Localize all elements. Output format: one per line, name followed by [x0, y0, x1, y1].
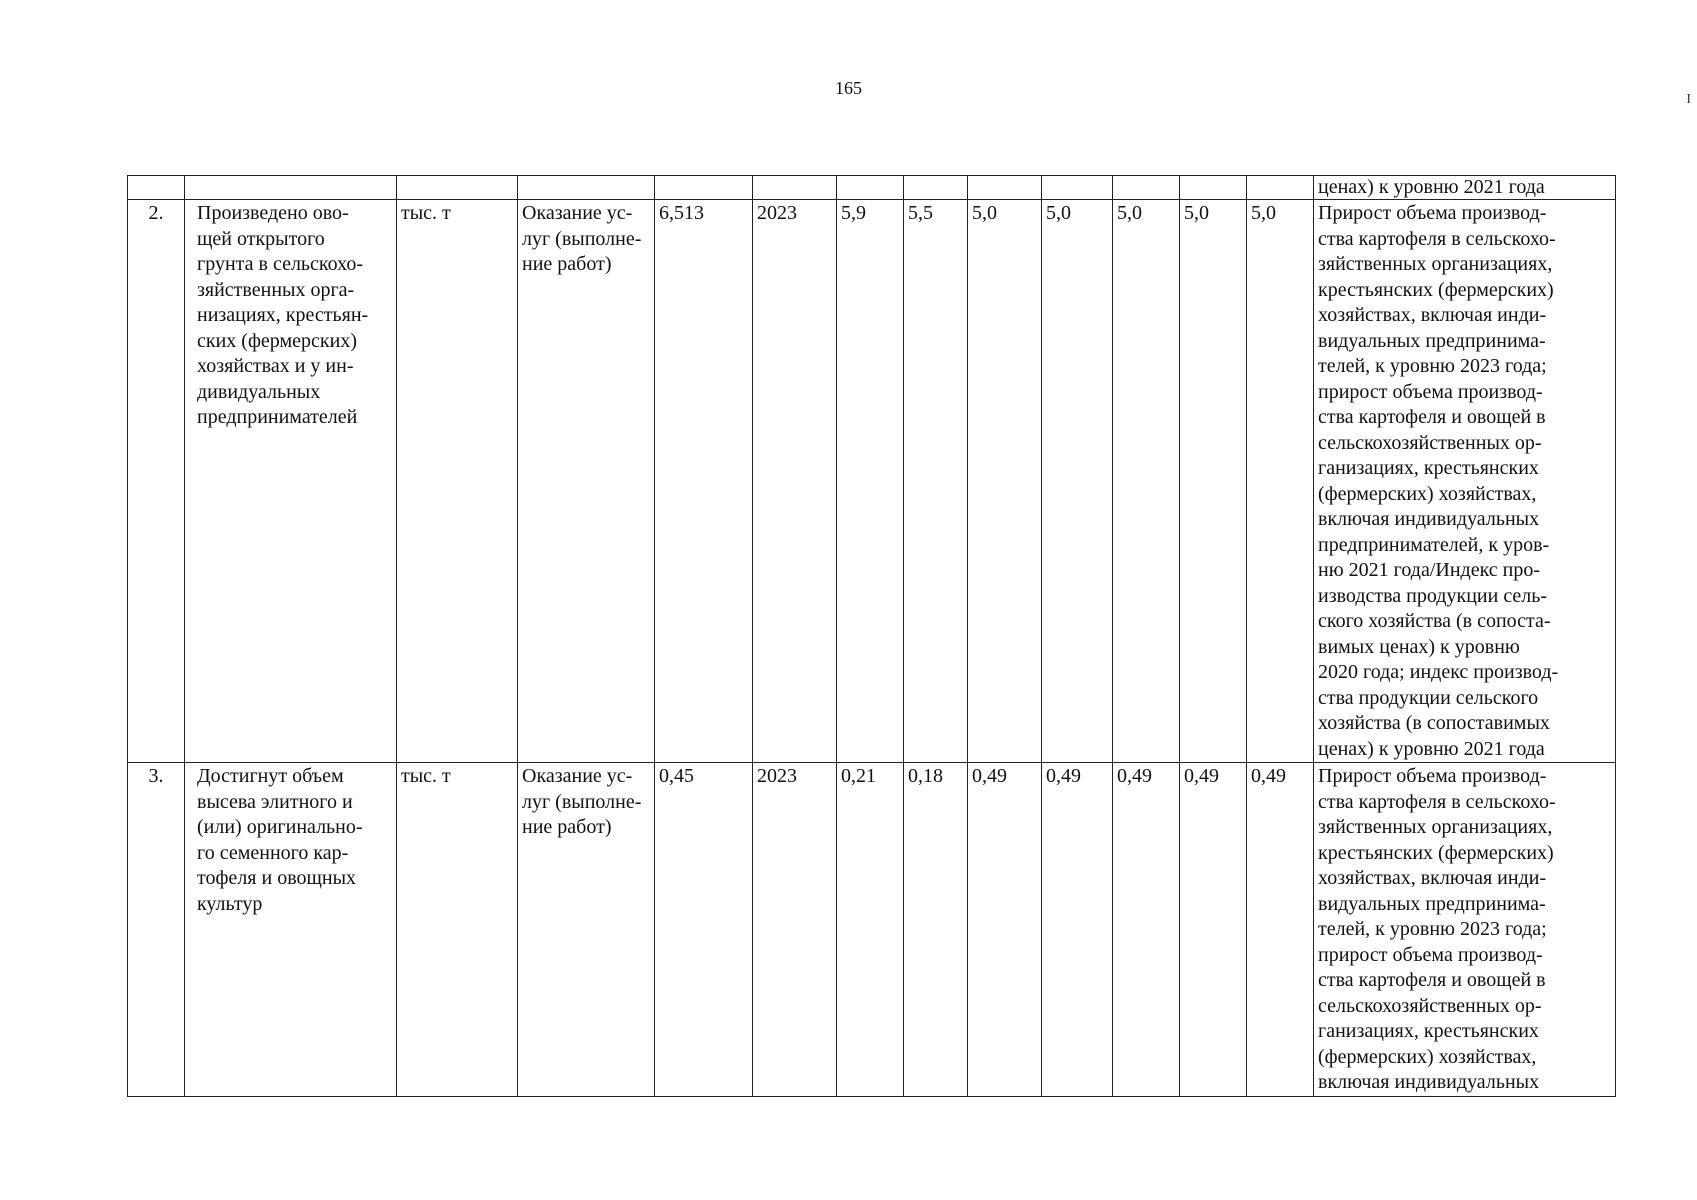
link-cell: Прирост объема производ- ства картофеля в сельскохо- зяйственных организациях, крестьянских (фермерских) хозяйствах, включая инди- видуальных предпринима- телей, к уровню 2023 года; прирост объема производ- ства картофеля и овощей в сельскохозяйственных ор- ганизациях, крестьянских (фермерских) хозяйствах, включая индивидуальных предпринимателей, к уров- ню 2021 года/Индекс про- изводства продукции сель- ского хозяйства (в сопоста- вимых ценах) к уровню 2020 года; индекс производ- ства продукции сельского хозяйства (в сопоставимых ценах) к уровню 2021 года [1314, 200, 1616, 763]
base-value-cell: 0,45 [655, 763, 753, 1097]
table-cell [397, 176, 518, 200]
table-row [128, 763, 1616, 1097]
table-cell [1042, 176, 1113, 200]
table-cell [1180, 176, 1247, 200]
base-value-cell: 6,513 [655, 200, 753, 763]
table-cell [837, 176, 904, 200]
value-cell: 0,49 [1180, 763, 1247, 1097]
page-number: 165 [835, 78, 862, 98]
value-cell: 0,49 [1247, 763, 1314, 1097]
value-cell: 5,0 [1042, 200, 1113, 763]
table-cell-link: ценах) к уровню 2021 года [1314, 176, 1616, 200]
value-cell: 5,5 [904, 200, 968, 763]
value-cell: 0,18 [904, 763, 968, 1097]
value-cell: 5,0 [1113, 200, 1180, 763]
table-cell [1247, 176, 1314, 200]
unit-cell: тыс. т [397, 200, 518, 763]
table-cell [185, 176, 397, 200]
table-cell [518, 176, 655, 200]
link-cell: Прирост объема производ- ства картофеля в сельскохо- зяйственных организациях, крестьянских (фермерских) хозяйствах, включая инди- видуальных предпринима- телей, к уровню 2023 года; прирост объема производ- ства картофеля и овощей в сельскохозяйственных ор- ганизациях, крестьянских (фермерских) хозяйствах, включая индивидуальных [1314, 763, 1616, 1097]
value-cell: 0,49 [1113, 763, 1180, 1097]
value-cell: 5,0 [1180, 200, 1247, 763]
value-cell: 0,21 [837, 763, 904, 1097]
base-year-cell: 2023 [753, 200, 837, 763]
type-cell: Оказание ус- луг (выполне- ние работ) [518, 763, 655, 1097]
edge-mark: Ι [1686, 92, 1691, 107]
value-cell: 5,0 [968, 200, 1042, 763]
indicators-table [127, 175, 1616, 1097]
value-cell: 5,9 [837, 200, 904, 763]
unit-cell: тыс. т [397, 763, 518, 1097]
table-row-continuation [128, 176, 1616, 200]
table-cell [968, 176, 1042, 200]
row-number: 2. [128, 200, 185, 763]
table-cell [753, 176, 837, 200]
indicator-name: Достигнут объем высева элитного и (или) оригинально- го семенного кар- тофеля и овощных культур [185, 763, 397, 1097]
row-number: 3. [128, 763, 185, 1097]
value-cell: 0,49 [968, 763, 1042, 1097]
table-cell [904, 176, 968, 200]
base-year-cell: 2023 [753, 763, 837, 1097]
table-row [128, 200, 1616, 763]
value-cell: 5,0 [1247, 200, 1314, 763]
table-cell [128, 176, 185, 200]
indicator-name: Произведено ово- щей открытого грунта в сельскохо- зяйственных орга- низациях, крестьян- ских (фермерских) хозяйствах и у ин- дивидуальных предпринимателей [185, 200, 397, 763]
value-cell: 0,49 [1042, 763, 1113, 1097]
table-cell [655, 176, 753, 200]
table-cell [1113, 176, 1180, 200]
type-cell: Оказание ус- луг (выполне- ние работ) [518, 200, 655, 763]
